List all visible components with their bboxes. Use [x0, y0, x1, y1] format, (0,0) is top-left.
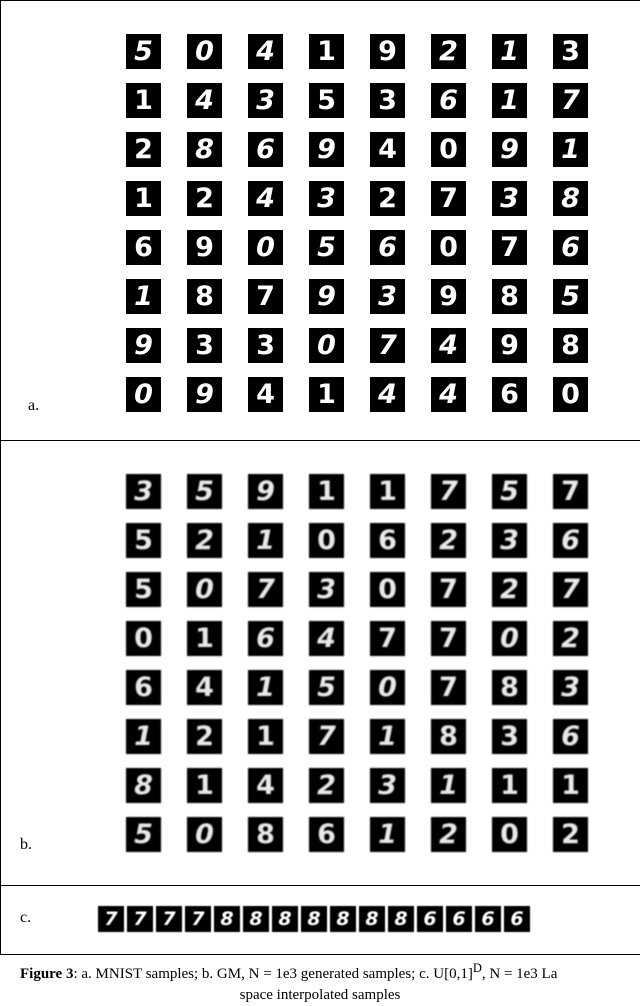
panel-a-digit-sample: 3 — [370, 83, 405, 118]
panel-c — [0, 886, 640, 955]
panel-b-digit-sample: 0 — [370, 670, 405, 705]
caption-superscript: D — [472, 961, 482, 975]
panel-b-digit-sample: 5 — [187, 474, 222, 509]
panel-a-digit-sample: 3 — [370, 279, 405, 314]
panel-c-interpolated-digit: 8 — [301, 906, 327, 932]
panel-b-digit-sample: 2 — [492, 572, 527, 607]
panel-b-digit-sample: 2 — [309, 768, 344, 803]
panel-a-digit-sample: 5 — [309, 230, 344, 265]
panel-b-digit-sample: 0 — [187, 572, 222, 607]
panel-a-digit-sample: 3 — [309, 181, 344, 216]
panel-b-digit-sample: 7 — [431, 572, 466, 607]
panel-a-digit-sample: 6 — [553, 230, 588, 265]
panel-b-digit-sample: 2 — [553, 621, 588, 656]
panel-b-digit-sample: 6 — [248, 621, 283, 656]
panel-c-interpolated-digit: 8 — [359, 906, 385, 932]
panel-a-digit-sample: 5 — [126, 34, 161, 69]
panel-a-digit-sample: 0 — [126, 377, 161, 412]
caption-line-1 — [20, 958, 640, 985]
panel-b-digit-sample: 1 — [370, 719, 405, 754]
panel-a-digit-sample: 5 — [553, 279, 588, 314]
panel-a-digit-sample: 9 — [492, 132, 527, 167]
panel-a-label: a. — [28, 397, 40, 414]
panel-c-interpolated-digit: 6 — [504, 906, 530, 932]
panel-a-digit-sample: 8 — [187, 279, 222, 314]
panel-b-digit-sample: 7 — [431, 621, 466, 656]
panel-c-interpolated-digit: 6 — [475, 906, 501, 932]
panel-c-label: c. — [20, 909, 32, 926]
panel-a-digit-sample: 3 — [553, 34, 588, 69]
panel-b-digit-sample: 8 — [248, 817, 283, 852]
panel-b-digit-sample: 7 — [553, 474, 588, 509]
caption-line-2: space interpolated samples — [239, 987, 401, 1003]
panel-c-interpolated-digit: 8 — [272, 906, 298, 932]
panel-a-digit-sample: 9 — [370, 34, 405, 69]
panel-c-interpolated-digit: 7 — [127, 906, 153, 932]
panel-a-digit-sample: 1 — [309, 34, 344, 69]
panel-b-digit-sample: 1 — [248, 719, 283, 754]
panel-a-digit-sample: 6 — [370, 230, 405, 265]
panel-b-digit-sample: 7 — [370, 621, 405, 656]
panel-a-digit-sample: 8 — [553, 181, 588, 216]
panel-a-digit-sample: 0 — [309, 328, 344, 363]
panel-c-interpolation-strip — [98, 906, 530, 932]
panel-a-digit-sample: 8 — [187, 132, 222, 167]
panel-b-digit-sample: 1 — [126, 719, 161, 754]
panel-b-digit-sample: 1 — [431, 768, 466, 803]
panel-a-digit-sample: 4 — [370, 132, 405, 167]
panel-a-digit-sample: 0 — [553, 377, 588, 412]
panel-a-digit-sample: 7 — [370, 328, 405, 363]
panel-a-digit-grid — [126, 34, 588, 412]
panel-b-digit-sample: 3 — [370, 768, 405, 803]
panel-a-digit-sample: 3 — [248, 83, 283, 118]
caption-figure-label: Figure 3 — [20, 966, 74, 982]
panel-a-digit-sample: 9 — [126, 328, 161, 363]
panel-a-digit-sample: 2 — [370, 181, 405, 216]
panel-a-digit-sample: 9 — [309, 279, 344, 314]
panel-b — [0, 441, 640, 884]
panel-c-interpolated-digit: 6 — [417, 906, 443, 932]
panel-a-digit-sample: 1 — [126, 83, 161, 118]
panel-b-digit-sample: 1 — [309, 474, 344, 509]
panel-b-digit-sample: 1 — [248, 670, 283, 705]
panel-a-digit-sample: 3 — [187, 328, 222, 363]
panel-a-digit-sample: 1 — [126, 181, 161, 216]
panel-a-digit-sample: 6 — [431, 83, 466, 118]
panel-a-digit-sample: 9 — [492, 328, 527, 363]
panel-b-digit-sample: 2 — [431, 523, 466, 558]
panel-a-digit-sample: 4 — [248, 181, 283, 216]
panel-a-digit-sample: 4 — [431, 328, 466, 363]
panel-b-digit-sample: 8 — [126, 768, 161, 803]
panel-a-digit-sample: 7 — [248, 279, 283, 314]
panel-b-digit-sample: 6 — [370, 523, 405, 558]
panel-a-digit-sample: 6 — [248, 132, 283, 167]
panel-b-digit-sample: 2 — [187, 719, 222, 754]
panel-a-digit-sample: 1 — [492, 34, 527, 69]
panel-b-digit-sample: 5 — [492, 474, 527, 509]
panel-b-digit-sample: 9 — [248, 474, 283, 509]
panel-a-digit-sample: 2 — [431, 34, 466, 69]
panel-b-digit-sample: 2 — [431, 817, 466, 852]
panel-a-digit-sample: 6 — [126, 230, 161, 265]
panel-a-digit-sample: 1 — [492, 83, 527, 118]
panel-b-label: b. — [20, 836, 32, 853]
panel-a-digit-sample: 4 — [187, 83, 222, 118]
panel-b-digit-sample: 1 — [492, 768, 527, 803]
panel-a-digit-sample: 4 — [431, 377, 466, 412]
panel-a-digit-sample: 1 — [309, 377, 344, 412]
panel-b-digit-sample: 6 — [309, 817, 344, 852]
panel-a-digit-sample: 1 — [126, 279, 161, 314]
panel-b-digit-sample: 0 — [492, 817, 527, 852]
panel-c-interpolated-digit: 7 — [185, 906, 211, 932]
panel-a-digit-sample: 1 — [553, 132, 588, 167]
panel-b-digit-sample: 0 — [370, 572, 405, 607]
panel-a-digit-sample: 9 — [431, 279, 466, 314]
panel-a-digit-sample: 2 — [187, 181, 222, 216]
panel-a-digit-sample: 0 — [431, 132, 466, 167]
panel-b-digit-sample: 7 — [553, 572, 588, 607]
caption-text-tail: , N = 1e3 La — [481, 966, 558, 982]
panel-b-digit-sample: 6 — [126, 670, 161, 705]
panel-a-digit-sample: 7 — [492, 230, 527, 265]
panel-a-digit-sample: 0 — [187, 34, 222, 69]
panel-b-digit-sample: 2 — [187, 523, 222, 558]
panel-a-digit-sample: 5 — [309, 83, 344, 118]
panel-b-digit-sample: 1 — [370, 474, 405, 509]
panel-b-digit-sample: 0 — [492, 621, 527, 656]
panel-b-digit-sample: 5 — [126, 817, 161, 852]
panel-b-digit-sample: 4 — [309, 621, 344, 656]
panel-c-interpolated-digit: 7 — [98, 906, 124, 932]
figure-caption — [0, 958, 640, 1006]
panel-a-digit-sample: 6 — [492, 377, 527, 412]
panel-b-digit-sample: 6 — [553, 523, 588, 558]
panel-b-digit-sample: 4 — [248, 768, 283, 803]
panel-b-digit-sample: 1 — [553, 768, 588, 803]
panel-b-digit-sample: 7 — [431, 670, 466, 705]
panel-b-digit-sample: 5 — [309, 670, 344, 705]
panel-c-interpolated-digit: 8 — [214, 906, 240, 932]
panel-a-digit-sample: 3 — [248, 328, 283, 363]
panel-a-digit-sample: 7 — [553, 83, 588, 118]
panel-a-digit-sample: 0 — [431, 230, 466, 265]
panel-b-digit-sample: 7 — [248, 572, 283, 607]
panel-b-digit-sample: 7 — [309, 719, 344, 754]
panel-b-digit-sample: 3 — [126, 474, 161, 509]
panel-b-digit-sample: 3 — [492, 523, 527, 558]
panel-a — [0, 0, 640, 440]
caption-text: : a. MNIST samples; b. GM, N = 1e3 generated samples; c. U[0,1] — [73, 966, 473, 982]
panel-b-digit-sample: 1 — [370, 817, 405, 852]
panel-c-interpolated-digit: 8 — [243, 906, 269, 932]
panel-b-digit-sample: 3 — [309, 572, 344, 607]
panel-a-digit-sample: 4 — [248, 34, 283, 69]
panel-b-digit-sample: 3 — [553, 670, 588, 705]
panel-a-digit-sample: 7 — [431, 181, 466, 216]
panel-c-interpolated-digit: 8 — [388, 906, 414, 932]
panel-b-digit-sample: 8 — [431, 719, 466, 754]
panel-a-digit-sample: 3 — [492, 181, 527, 216]
panel-c-interpolated-digit: 6 — [446, 906, 472, 932]
panel-b-digit-sample: 5 — [126, 572, 161, 607]
panel-a-digit-sample: 4 — [248, 377, 283, 412]
panel-b-digit-sample: 3 — [492, 719, 527, 754]
panel-b-digit-sample: 5 — [126, 523, 161, 558]
panel-b-digit-sample: 8 — [492, 670, 527, 705]
panel-b-digit-sample: 4 — [187, 670, 222, 705]
panel-a-digit-sample: 8 — [553, 328, 588, 363]
panel-b-digit-sample: 7 — [431, 474, 466, 509]
panel-b-digit-sample: 0 — [126, 621, 161, 656]
panel-c-interpolated-digit: 8 — [330, 906, 356, 932]
panel-b-digit-sample: 1 — [248, 523, 283, 558]
panel-b-digit-sample: 6 — [553, 719, 588, 754]
panel-c-interpolated-digit: 7 — [156, 906, 182, 932]
panel-b-digit-grid — [126, 474, 588, 852]
panel-a-digit-sample: 0 — [248, 230, 283, 265]
panel-b-digit-sample: 1 — [187, 768, 222, 803]
panel-a-digit-sample: 4 — [370, 377, 405, 412]
panel-b-digit-sample: 0 — [309, 523, 344, 558]
panel-a-digit-sample: 9 — [187, 377, 222, 412]
panel-a-digit-sample: 9 — [309, 132, 344, 167]
panel-b-digit-sample: 0 — [187, 817, 222, 852]
panel-a-digit-sample: 8 — [492, 279, 527, 314]
panel-a-digit-sample: 2 — [126, 132, 161, 167]
panel-a-digit-sample: 9 — [187, 230, 222, 265]
panel-b-digit-sample: 2 — [553, 817, 588, 852]
panel-b-digit-sample: 1 — [187, 621, 222, 656]
